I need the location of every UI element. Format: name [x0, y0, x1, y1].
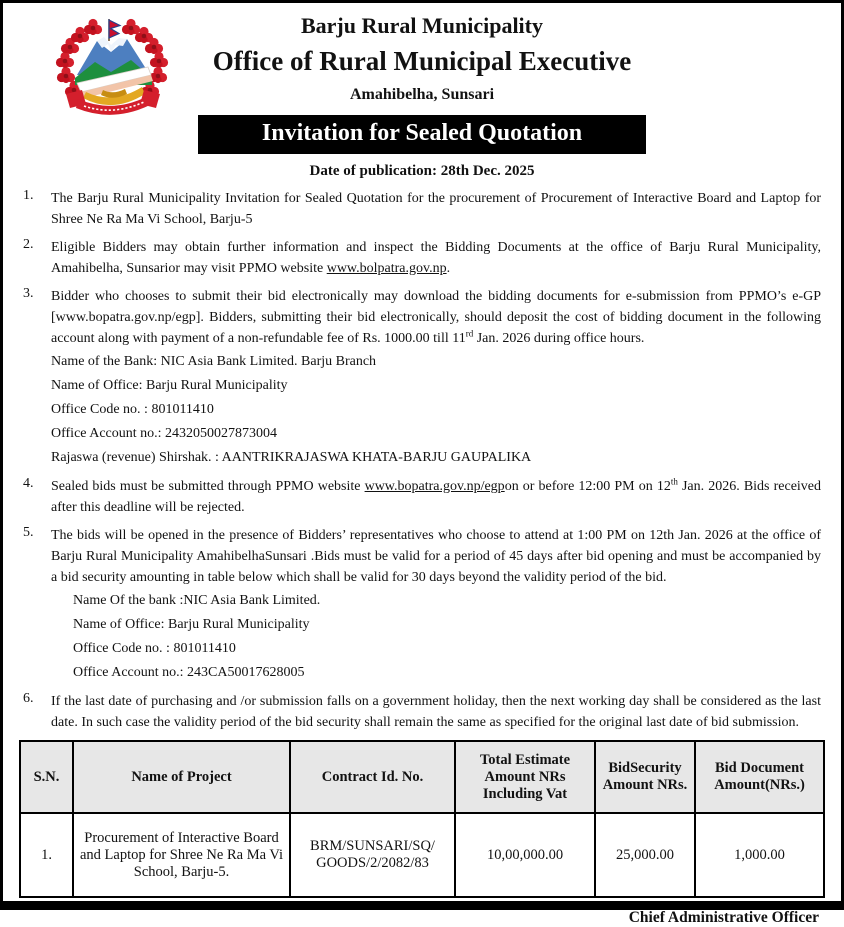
- table-header-row: [20, 741, 824, 813]
- table-cell: 1.: [20, 813, 73, 897]
- notice-item-number: 1.: [23, 188, 34, 203]
- signature-line: Chief Administrative Officer: [628, 909, 819, 926]
- bank-detail-line: Rajaswa (revenue) Shirshak. : AANTRIKRAJASWA KHATA-BARJU GAUPALIKA: [51, 450, 532, 465]
- table-header-cell: Contract Id. No.: [290, 741, 455, 813]
- org-name: Barju Rural Municipality: [300, 13, 543, 38]
- bank-detail-line: Office Account no.: 2432050027873004: [51, 426, 278, 441]
- table-row: [20, 813, 824, 897]
- notice-item: [23, 286, 821, 469]
- table-cell: 10,00,000.00: [455, 813, 595, 897]
- notice-item-number: 4.: [23, 476, 34, 491]
- notice-text: The bids will be opened in the presence of Bidders’ representatives who choose to attend at 1:00 PM on 12th Jan. 2026 at the office of Barju Rural Municipality AmahibelhaSunsari .Bids must be valid for a period of 45 days after bid opening and must be accompanied by a bid security amounting in table below which shall be valid for 30 days beyond the validity period of the bid.: [51, 528, 821, 585]
- bank-detail-line: Name Of the bank :NIC Asia Bank Limited.: [73, 593, 321, 608]
- publication-date: Date of publication: 28th Dec. 2025: [309, 163, 535, 179]
- notice-text: If the last date of purchasing and /or submission falls on a government holiday, then the next working day shall be considered as the last date. In such case the validity period of the bid security shall remain the same as specified for the original last date of bid submission.: [51, 694, 821, 730]
- url-text: www.bopatra.gov.np/egp: [364, 479, 505, 494]
- table-header-cell: Name of Project: [73, 741, 290, 813]
- bank-detail-line: Office Code no. : 801011410: [73, 641, 236, 656]
- notice-item: [23, 691, 821, 733]
- nepal-government-emblem-icon: [53, 17, 173, 121]
- table-header-cell: Total Estimate Amount NRs Including Vat: [455, 741, 595, 813]
- notice-text: Eligible Bidders may obtain further information and inspect the Bidding Documents at the office of Barju Rural Municipality, Amahibelha, Sunsarior may visit PPMO website www.bolpatra.gov.np.: [51, 240, 821, 276]
- url-text: www.bolpatra.gov.np: [326, 261, 447, 276]
- notice-item-number: 3.: [23, 286, 34, 301]
- projects-table: [19, 740, 825, 898]
- office-name: Office of Rural Municipal Executive: [212, 46, 632, 76]
- notice-item-number: 5.: [23, 525, 34, 540]
- notice-item-number: 2.: [23, 237, 34, 252]
- notice-text: Sealed bids must be submitted through PPMO website www.bopatra.gov.np/egpon or before 12:00 PM on 12th Jan. 2026. Bids received after this deadline will be rejected.: [51, 476, 822, 515]
- bank-detail-line: Office Account no.: 243CA50017628005: [73, 665, 305, 680]
- table-cell: 25,000.00: [595, 813, 695, 897]
- notice-item: [23, 476, 821, 518]
- bank-detail-line: Name of Office: Barju Rural Municipality: [73, 617, 310, 632]
- table-header-cell: Bid Document Amount(NRs.): [695, 741, 824, 813]
- notice-item-number: 6.: [23, 691, 34, 706]
- bank-detail-line: Name of Office: Barju Rural Municipality: [51, 378, 288, 393]
- office-address: Amahibelha, Sunsari: [349, 86, 495, 103]
- table-body: [20, 813, 824, 897]
- notice-item: [23, 188, 821, 230]
- table-cell: Procurement of Interactive Board and Laptop for Shree Ne Ra Ma Vi School, Barju-5.: [73, 813, 290, 897]
- notice-item: [23, 525, 821, 684]
- bank-detail-line: Office Code no. : 801011410: [51, 402, 214, 417]
- table-header-cell: BidSecurity Amount NRs.: [595, 741, 695, 813]
- table-header-cell: S.N.: [20, 741, 73, 813]
- notice-title-banner: Invitation for Sealed Quotation: [198, 115, 646, 154]
- notice-list: [3, 188, 841, 733]
- notice-item: [23, 237, 821, 279]
- table-cell: 1,000.00: [695, 813, 824, 897]
- notice-text: The Barju Rural Municipality Invitation for Sealed Quotation for the procurement of Procurement of Interactive Board and Laptop for Shree Ne Ra Ma Vi School, Barju-5: [51, 191, 821, 227]
- notice-text: Bidder who chooses to submit their bid electronically may download the bidding documents for e-submission from PPMO’s e-GP [www.bopatra.gov.np/egp]. Bidders, submitting their bid electronically, should deposit the cost of bidding document in the following account along with payment of a non-refundable fee of Rs. 1000.00 till 11rd Jan. 2026 during office hours.: [51, 289, 821, 346]
- document-header: [3, 3, 841, 180]
- bank-detail-line: Name of the Bank: NIC Asia Bank Limited. Barju Branch: [51, 354, 377, 369]
- table-cell: BRM/SUNSARI/SQ/ GOODS/2/2082/83: [290, 813, 455, 897]
